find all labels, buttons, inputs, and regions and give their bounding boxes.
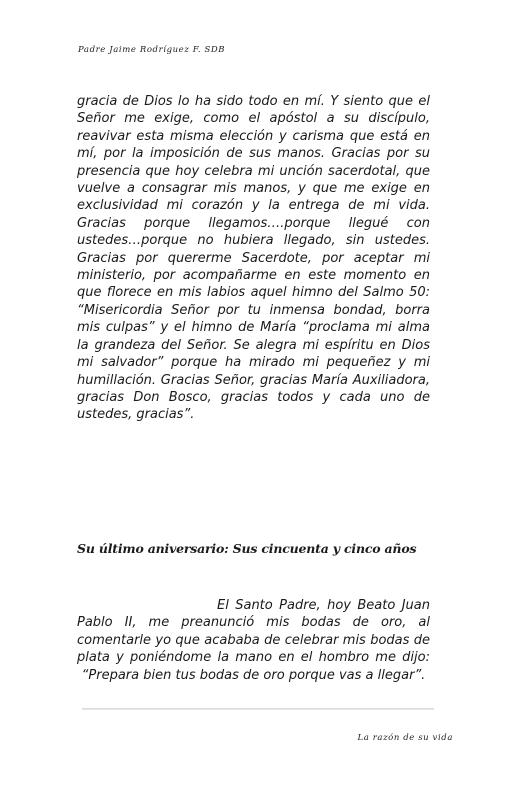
section-heading: Su último aniversario: Sus cincuenta y cinco años	[77, 541, 417, 556]
footer-divider	[82, 708, 434, 710]
running-header-author: Padre Jaime Rodríguez F. SDB	[78, 45, 226, 55]
running-footer-title: La razón de su vida	[357, 733, 453, 743]
body-paragraph: gracia de Dios lo ha sido todo en mí. Y siento que el Señor me exige, como el apóstol a su discípulo, reavivar esta misma elección y carisma que está en mí, por la imposición de sus manos. Gracias por su presencia que hoy celebra mi unción sacerdotal, que vuelve a consagrar mis manos, y que me exige en exclusividad mi corazón y la entrega de mi vida. Gracias porque llegamos….porque llegué con ustedes…porque no hubiera llegado, sin ustedes. Gracias por quererme Sacerdote, por aceptar mi ministerio, por acompañarme en este momento en que florece en mis labios aquel himno del Salmo 50: “Misericordia Señor por tu inmensa bondad, borra mis culpas” y el himno de María “proclama mi alma la grandeza del Señor. Se alegra mi espíritu en Dios mi salvador” porque ha mirado mi pequeñez y mi humillación. Gracias Señor, gracias María Auxiliadora, gracias Don Bosco, gracias todos y cada uno de ustedes, gracias”.	[77, 94, 430, 423]
section-paragraph: El Santo Padre, hoy Beato Juan Pablo II, me preanunció mis bodas de oro, al comentarle yo que acababa de celebrar mis bodas de plata y poniéndome la mano en el hombro me dijo: “Prepara bien tus bodas de oro porque vas a llegar”.	[77, 598, 430, 683]
